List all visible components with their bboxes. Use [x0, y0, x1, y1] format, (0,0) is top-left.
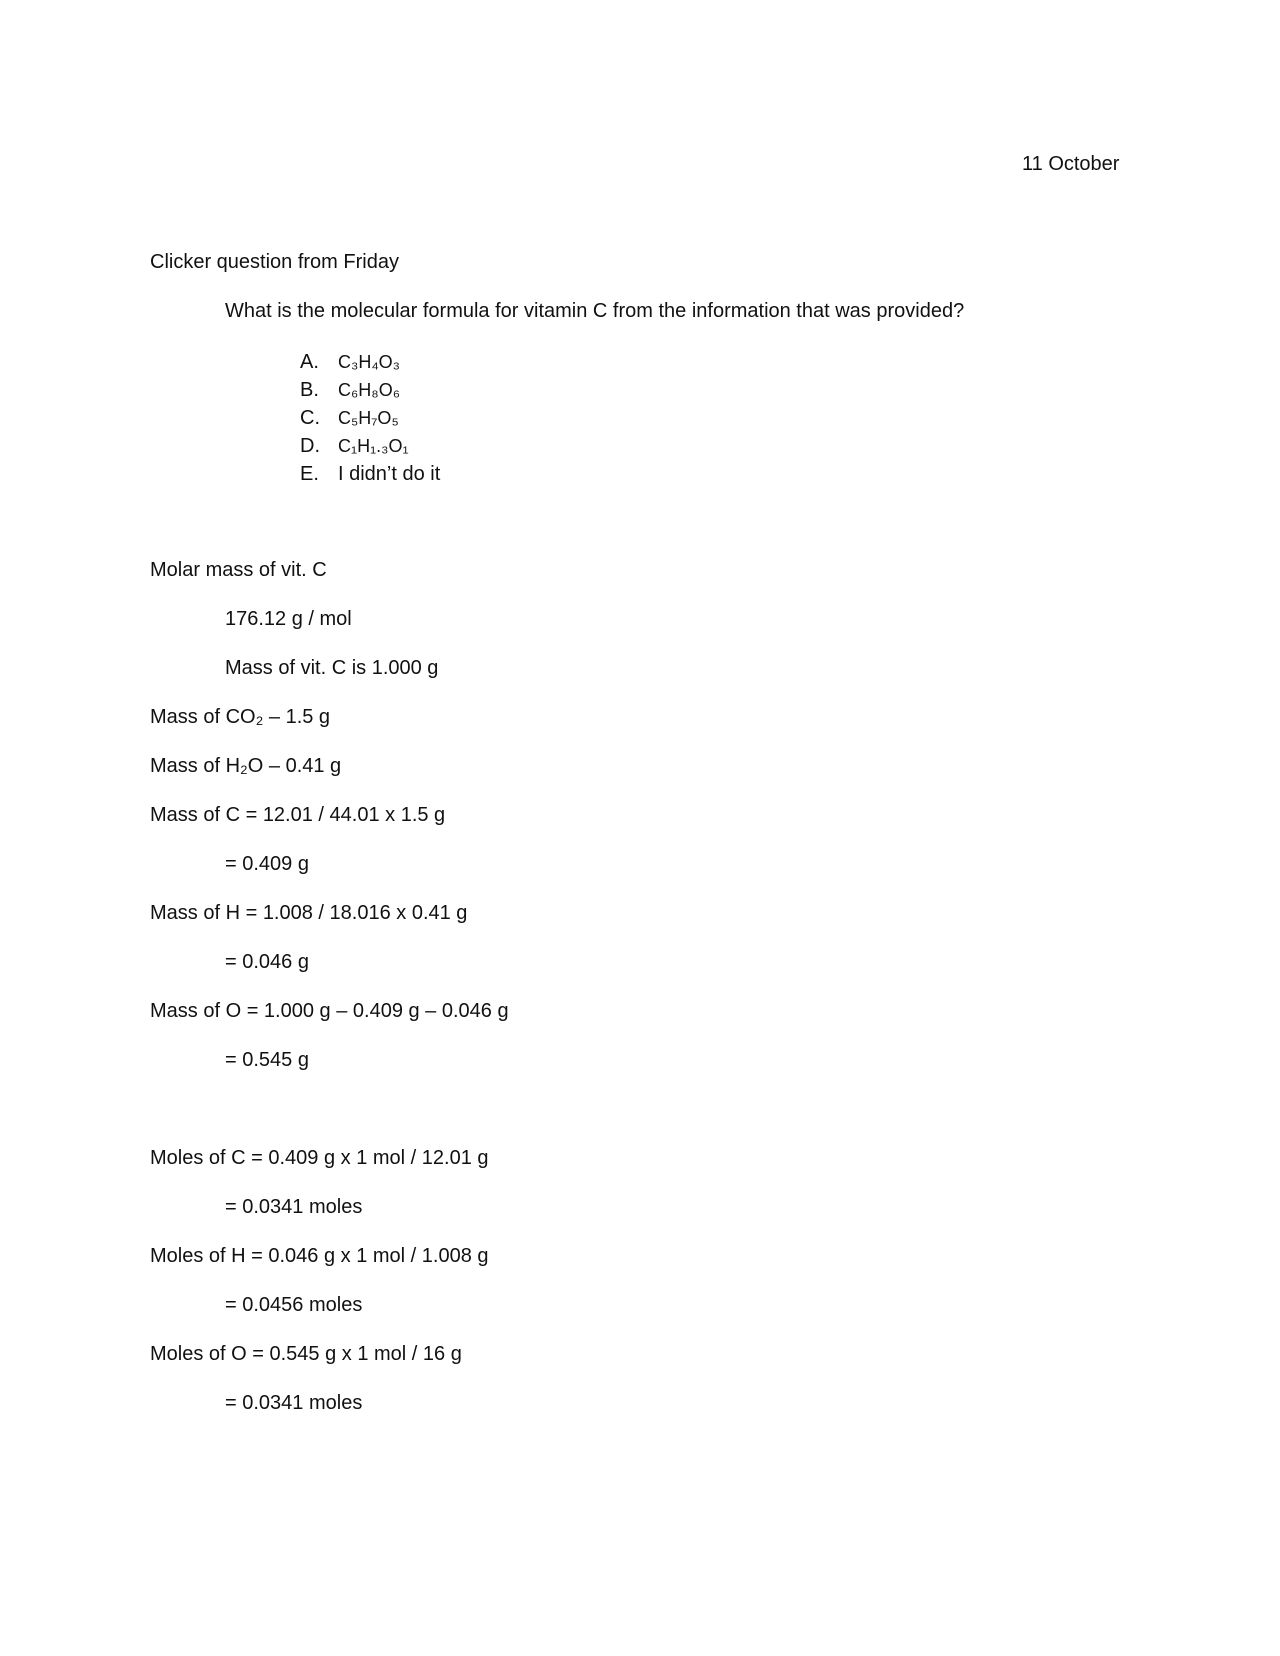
- option-text: C₅H₇O₅: [338, 408, 399, 428]
- moles-c-result: = 0.0341 moles: [225, 1196, 363, 1218]
- option-text: C₆H₈O₆: [338, 380, 400, 400]
- option-letter: D.: [300, 435, 320, 457]
- moles-o-result: = 0.0341 moles: [225, 1392, 363, 1414]
- mass-c-calculation: Mass of C = 12.01 / 44.01 x 1.5 g: [150, 804, 446, 826]
- mass-h-result: = 0.046 g: [225, 951, 309, 973]
- mass-h-calculation: Mass of H = 1.008 / 18.016 x 0.41 g: [150, 902, 468, 924]
- option-letter: C.: [300, 407, 320, 429]
- option-letter: B.: [300, 379, 319, 401]
- option-text: C₃H₄O₃: [338, 352, 401, 372]
- answer-option-a: [300, 348, 440, 376]
- answer-option-e: [300, 460, 440, 488]
- mass-o-calculation: Mass of O = 1.000 g – 0.409 g – 0.046 g: [150, 1000, 509, 1022]
- molar-mass-label: Molar mass of vit. C: [150, 559, 327, 581]
- answer-option-b: [300, 376, 440, 404]
- clicker-question: What is the molecular formula for vitamin C from the information that was provided?: [225, 300, 965, 322]
- moles-h-result: = 0.0456 moles: [225, 1294, 363, 1316]
- mass-o-result: = 0.545 g: [225, 1049, 309, 1071]
- molar-mass-value: 176.12 g / mol: [225, 608, 352, 630]
- moles-o-calculation: Moles of O = 0.545 g x 1 mol / 16 g: [150, 1343, 462, 1365]
- clicker-heading: Clicker question from Friday: [150, 251, 399, 273]
- option-text: C₁H₁.₃O₁: [338, 436, 409, 456]
- answer-option-c: [300, 404, 440, 432]
- mass-co2-line: Mass of CO₂ – 1.5 g: [150, 706, 331, 728]
- mass-vit-c-line: Mass of vit. C is 1.000 g: [225, 657, 439, 679]
- option-text: I didn’t do it: [338, 463, 441, 485]
- answer-option-d: [300, 432, 440, 460]
- moles-c-calculation: Moles of C = 0.409 g x 1 mol / 12.01 g: [150, 1147, 489, 1169]
- answer-options-list: [300, 348, 440, 488]
- mass-h2o-line: Mass of H₂O – 0.41 g: [150, 755, 342, 777]
- option-letter: A.: [300, 351, 319, 373]
- date-text: 11 October: [1022, 153, 1120, 175]
- option-letter: E.: [300, 463, 319, 485]
- moles-h-calculation: Moles of H = 0.046 g x 1 mol / 1.008 g: [150, 1245, 489, 1267]
- mass-c-result: = 0.409 g: [225, 853, 309, 875]
